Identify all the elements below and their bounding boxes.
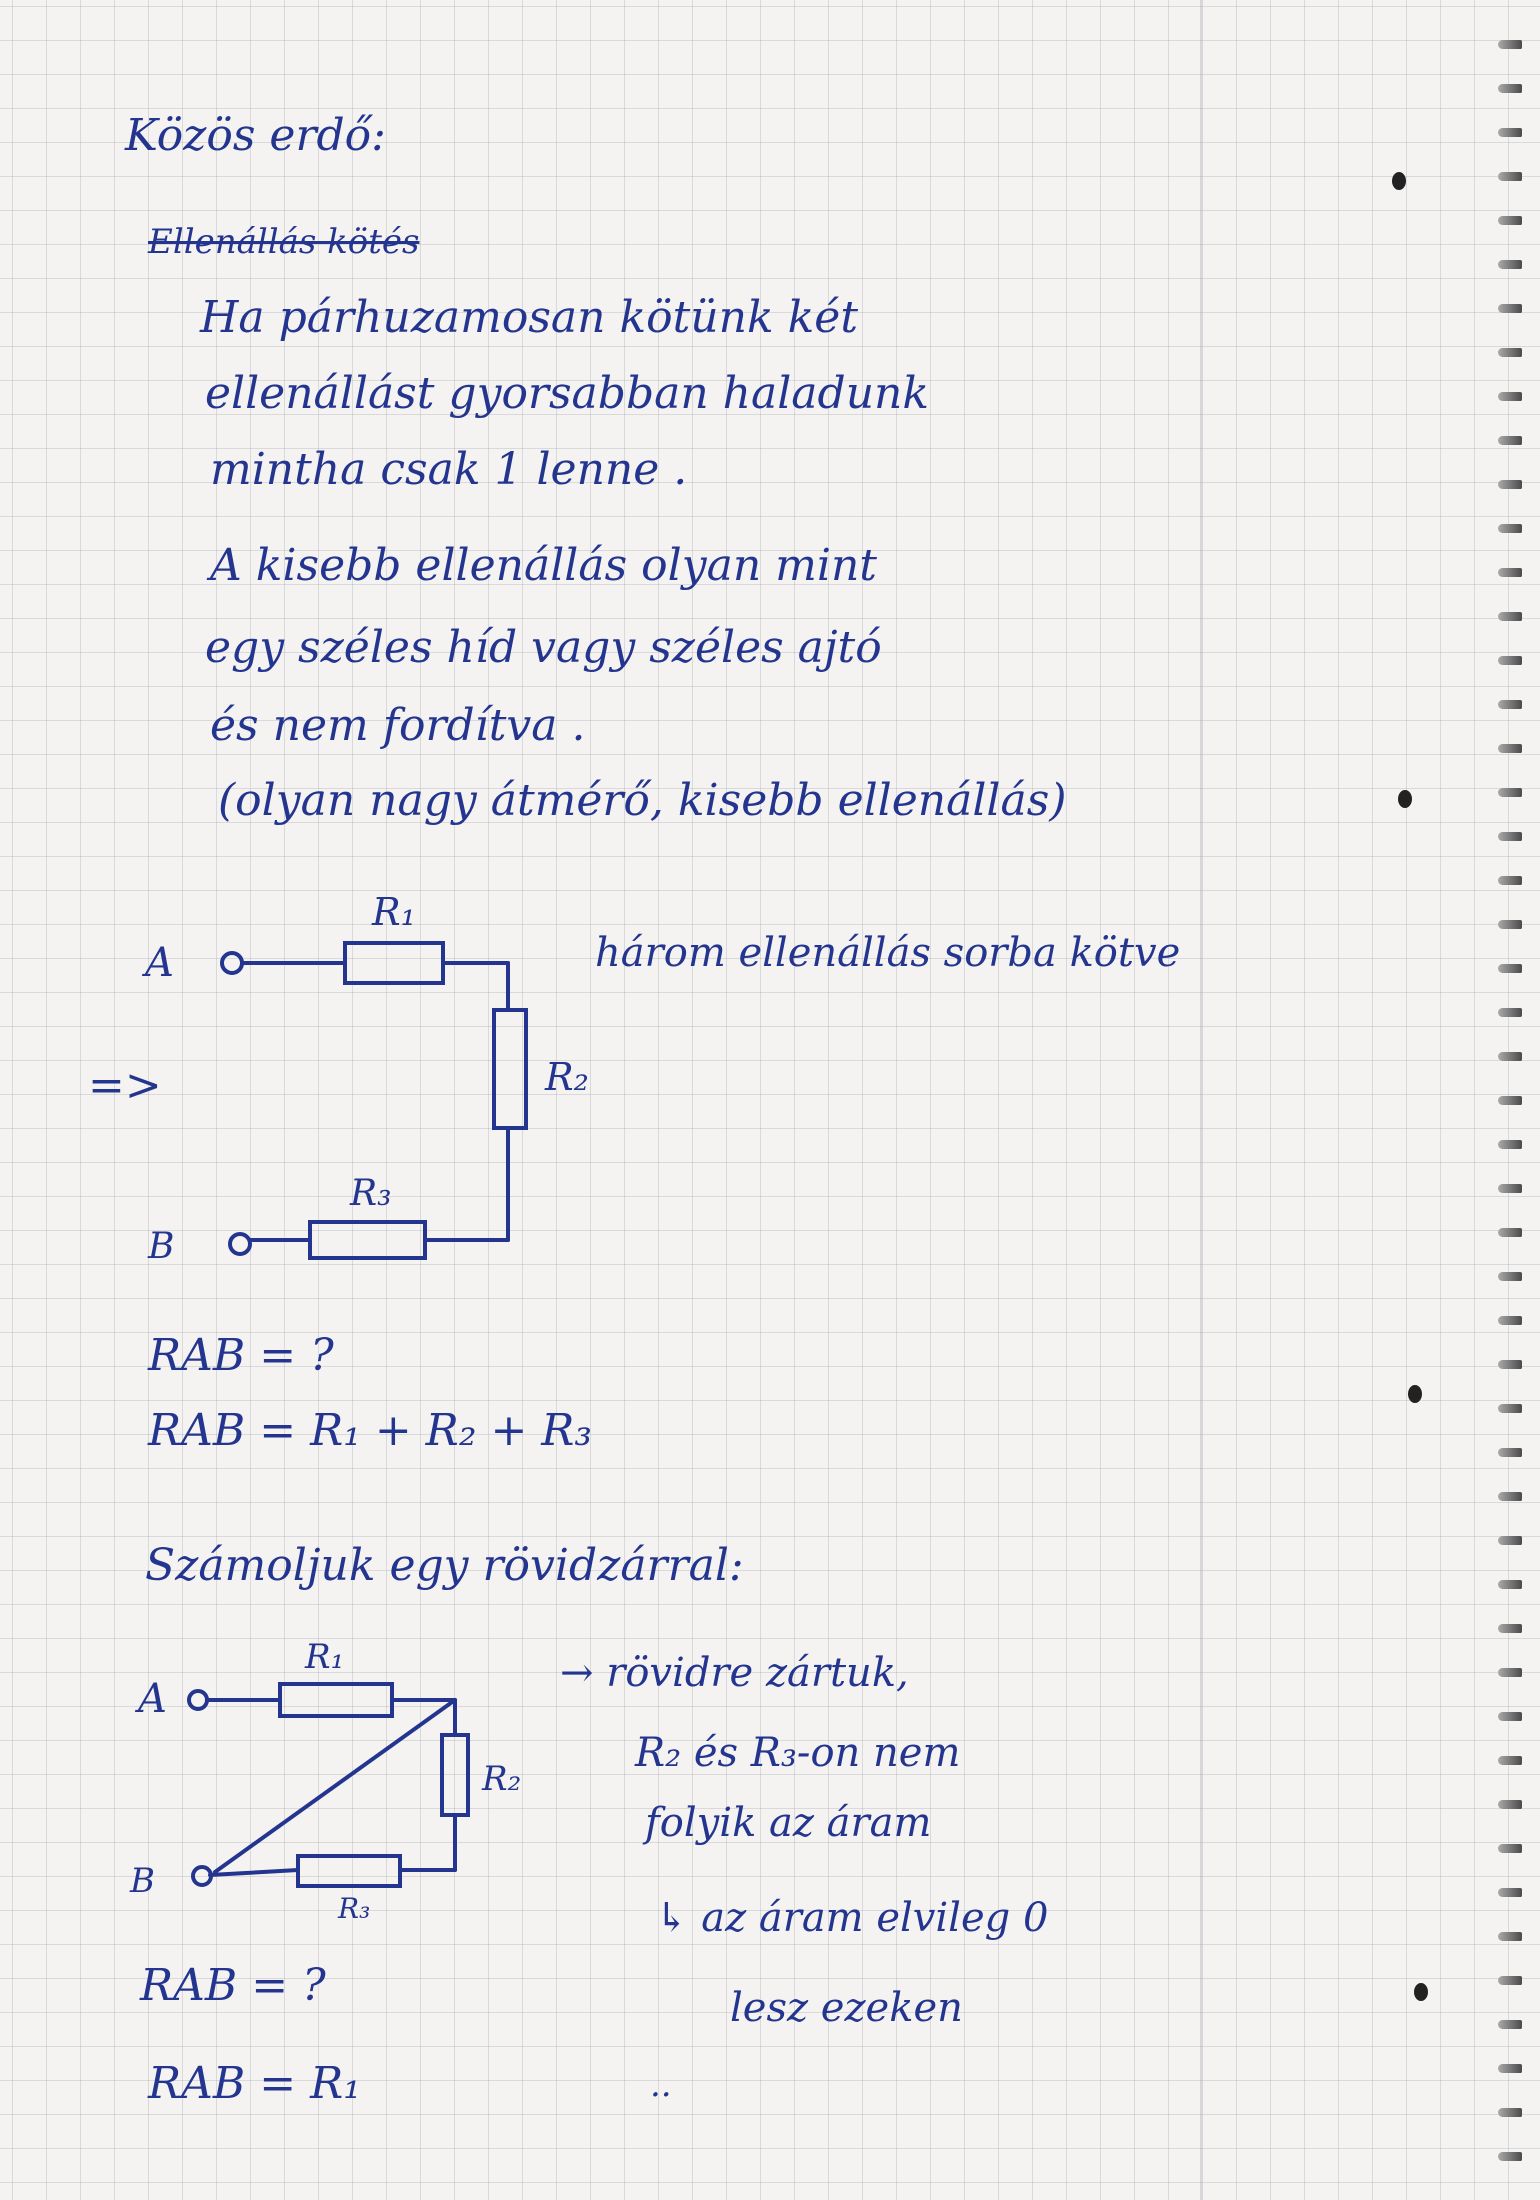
resistor-r2 — [442, 1735, 468, 1815]
r1-label: R₁ — [305, 1637, 345, 1677]
series-equation-question: RAB = ? — [148, 1330, 334, 1381]
short-equation-question: RAB = ? — [140, 1960, 326, 2011]
node-b-label: B — [130, 1861, 155, 1901]
intro-line: mintha csak 1 lenne . — [210, 444, 688, 495]
node-a-label: A — [138, 1676, 167, 1722]
r1-label: R₁ — [372, 890, 416, 934]
series-equation-answer: RAB = R₁ + R₂ + R₃ — [148, 1405, 593, 1456]
short-note-line: R₂ és R₃-on nem — [635, 1730, 961, 1776]
short-circuit-wire — [215, 1700, 455, 1872]
explain-line: és nem fordítva . — [210, 700, 586, 751]
crossed-out-heading: Ellenállás kötés — [148, 222, 420, 262]
intro-line: Ha párhuzamosan kötünk két — [200, 292, 859, 343]
node-a-label: A — [145, 940, 174, 986]
explain-line: A kisebb ellenállás olyan mint — [210, 540, 877, 591]
resistor-r1 — [280, 1684, 392, 1716]
explain-line: (olyan nagy átmérő, kisebb ellenállás) — [218, 775, 1067, 826]
r3-label: R₃ — [338, 1892, 371, 1925]
r2-label: R₂ — [482, 1759, 522, 1799]
implies-arrow: => — [88, 1060, 162, 1111]
short-equation-answer: RAB = R₁ — [148, 2058, 361, 2109]
trailing-dots: .. — [650, 2065, 672, 2105]
node-a-terminal — [189, 1691, 207, 1709]
short-note-line: folyik az áram — [645, 1800, 932, 1846]
page-heading: Közös erdő: — [125, 110, 386, 161]
short-note-line: lesz ezeken — [730, 1985, 963, 2031]
explain-line: egy széles híd vagy széles ajtó — [205, 622, 882, 673]
intro-line: ellenállást gyorsabban haladunk — [205, 368, 930, 419]
r2-label: R₂ — [545, 1055, 589, 1099]
short-note-line: ↳ az áram elvileg 0 — [655, 1895, 1049, 1941]
resistor-r3 — [298, 1856, 400, 1886]
node-b-label: B — [148, 1226, 175, 1267]
short-note-line: → rövidre zártuk, — [560, 1650, 909, 1696]
series-note: három ellenállás sorba kötve — [595, 930, 1181, 976]
r3-label: R₃ — [350, 1173, 392, 1214]
short-circuit-heading: Számoljuk egy rövidzárral: — [145, 1540, 744, 1591]
